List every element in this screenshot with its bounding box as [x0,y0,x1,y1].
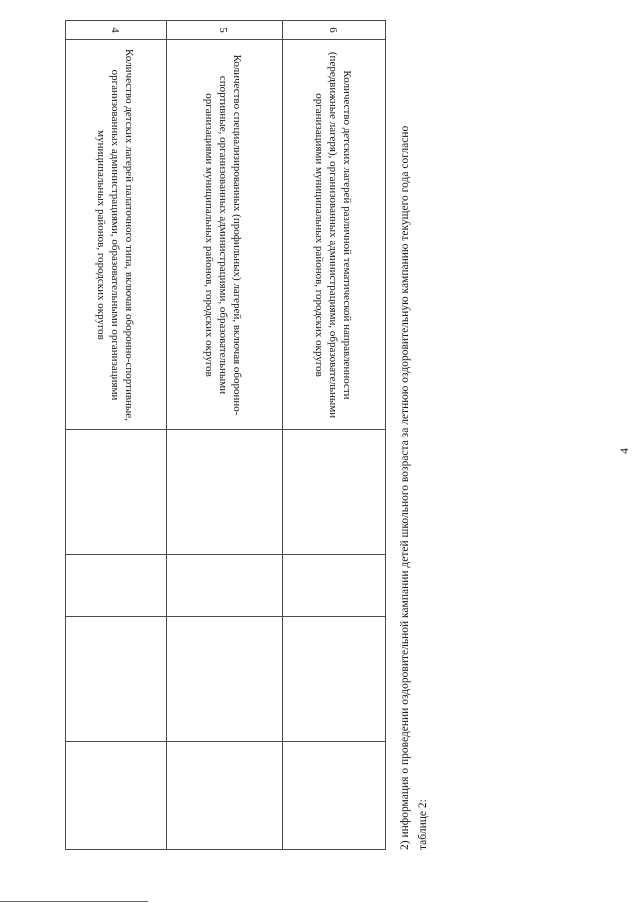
value-cell [66,554,166,616]
table-row [166,20,283,850]
value-cell [283,554,385,616]
row-number-cell [66,21,166,39]
value-cell [167,741,282,851]
paragraph-text: 2) информация о проведении оздоровительной кампании детей школьного возраста за летнюю оздоровительную кампанию текущего года согласно таблице 2: [399,125,429,850]
row-number: 5 [217,27,230,33]
row-number: 4 [109,27,121,33]
value-cell [66,616,166,741]
value-cell [66,429,166,554]
row-name-cell [167,39,282,429]
data-table [65,20,386,850]
value-cell [167,429,282,554]
page-number: 4 [617,448,631,454]
row-number: 6 [327,27,339,33]
value-cell [167,616,282,741]
row-name: Количество детских лагерей палаточного типа, включая оборонно-спортивные, организованных администрациями, образовательными организациями муниципальных районов, городских округов [95,49,135,421]
row-number-cell [283,21,385,39]
row-name: Количество специализированных (профильных) лагерей, включая оборонно-спортивные, организованных администрациями, образовательными организациями муниципальных районов, городских округов [203,54,244,416]
table-row [65,20,167,850]
row-number-cell [167,21,282,39]
row-name-cell [66,39,166,429]
value-cell [167,554,282,616]
value-cell [283,429,385,554]
value-cell [283,741,385,851]
paragraph-block [396,100,456,850]
value-cell [283,616,385,741]
value-cell [66,741,166,851]
row-name: Количество детских лагерей различной тематической направленности (передвижные лагеря), организованных администрациями, образовательными организациями муниципальных районов, городских округов [313,51,353,419]
footnote-divider [0,901,148,902]
table-row [282,20,386,850]
row-name-cell [283,39,385,429]
